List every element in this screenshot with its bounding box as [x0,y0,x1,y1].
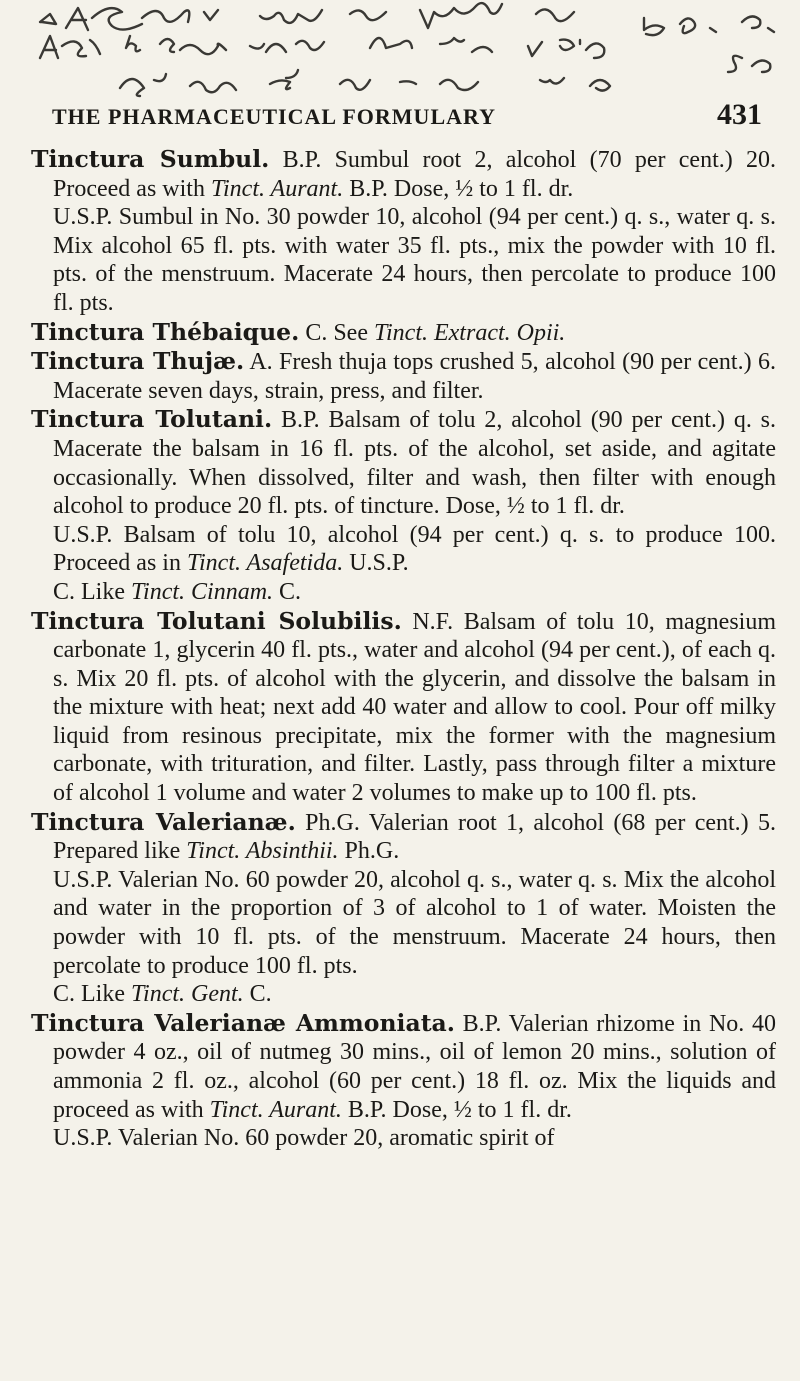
entry-heading: Tinctura Tolutani Solubilis. [31,606,402,635]
entry-subparagraph [31,866,776,980]
entry-text: C. See [305,319,374,346]
reference-title: Tinct. Extract. Opii. [373,319,566,346]
entry-heading: Tinctura Valerianæ Ammoniata. [31,1008,455,1037]
entry-paragraph [31,347,776,405]
entry-text: C. [243,981,272,1008]
entry-subparagraph [31,980,776,1009]
entry-text: B.P. Dose, ½ to 1 fl. dr. [343,175,574,202]
reference-title: Tinct. Absinthii. [186,838,339,865]
entry-text: C. Like [53,981,131,1008]
reference-title: Tinct. Aurant. [209,1096,342,1123]
reference-title: Tinct. Gent. [131,981,244,1008]
entry-paragraph [31,607,776,808]
page-header [42,98,762,138]
formula-entry [31,607,776,808]
entry-heading: Tinctura Valerianæ. [31,807,296,836]
entry-subparagraph [31,203,776,317]
formula-entry [31,1009,776,1153]
entry-subparagraph [31,1124,776,1153]
reference-title: Tinct. Asafetida. [186,550,344,577]
entry-paragraph [31,1009,776,1124]
handwritten-annotation [20,0,800,100]
formula-entry [31,405,776,606]
entry-text: U.S.P. Sumbul in No. 30 powder 10, alcohol (94 per cent.) q. s., water q. s. Mix alcohol 65 fl. pts. with water 35 fl. pts., mix the powder with 10 fl. pts. of the menstruum. Macerate 24 hours, then percolate to produce 100 fl. pts. [53,204,776,316]
formula-entry [31,318,776,348]
entry-heading: Tinctura Tolutani. [31,405,273,434]
formula-entry [31,808,776,1009]
entry-heading: Tinctura Thujæ. [31,347,245,376]
entry-paragraph [31,808,776,866]
formula-entry [31,347,776,405]
entry-heading: Tinctura Thébaique. [31,317,300,346]
reference-title: Tinct. Aurant. [210,175,344,202]
entry-subparagraph [31,578,776,607]
entry-text: Ph.G. [338,838,400,865]
entry-text: B.P. Valerian rhizome in No. 40 powder 4 oz., oil of nutmeg 30 mins., oil of lemon 20 mins., solution of ammonia 2 fl. oz., alcohol (60 per cent.) 18 fl. oz. Mix the liquids and proceed as with [53,1010,776,1123]
entry-text: N.F. Balsam of tolu 10, magnesium carbonate 1, glycerin 40 fl. pts., water and alcohol (94 per cent.), of each q. s. Mix 20 fl. pts. of alcohol with the glycerin, and dissolve the balsam in the mixture with heat; next add 40 water and allow to cool. Pour off milky liquid from resinous precipitate, mix the former with the magnesium carbonate, with trituration, and filter. Lastly, pass through filter a mixture of alcohol 1 volume and water 2 volumes to make up to 100 fl. pts. [53,608,776,807]
entry-text: Ph.G. Valerian root 1, alcohol (68 per cent.) 5. Prepared like [53,809,777,865]
entry-text: B.P. Dose, ½ to 1 fl. dr. [341,1096,572,1123]
entry-text: B.P. Sumbul root 2, alcohol (70 per cent.) 20. Proceed as with [53,147,777,202]
entry-text: U.S.P. Valerian No. 60 powder 20, alcohol q. s., water q. s. Mix the alcohol and water in the proportion of 3 of alcohol to 1 of water. Moisten the powder with 10 fl. pts. of the menstruum. Macerate 24 hours, then percolate to produce 100 fl. pts. [53,866,776,979]
entry-text: U.S.P. Balsam of tolu 10, alcohol (94 per cent.) q. s. to produce 100. Proceed as in [53,521,776,577]
entry-paragraph [31,405,776,520]
running-title: THE PHARMACEUTICAL FORMULARY [52,104,497,129]
entry-heading: Tinctura Sumbul. [31,145,270,173]
entry-text: U.S.P. [343,550,409,577]
entry-text: B.P. Balsam of tolu 2, alcohol (90 per cent.) q. s. Macerate the balsam in 16 fl. pts. of the alcohol, set aside, and agitate occasionally. When dissolved, filter and wash, then filter with enough alcohol to produce 20 fl. pts. of tincture. Dose, ½ to 1 fl. dr. [53,407,777,520]
entry-paragraph [31,145,776,203]
formulary-text [31,145,776,1153]
entry-text: C. [273,578,302,605]
page-number: 431 [717,98,762,131]
entry-paragraph [31,318,776,348]
formula-entry [31,145,776,318]
entry-text: U.S.P. Valerian No. 60 powder 20, aromatic spirit of [53,1125,555,1152]
entry-text: C. Like [53,578,131,605]
reference-title: Tinct. Cinnam. [131,578,274,605]
entry-subparagraph [31,521,776,578]
entry-text: A. Fresh thuja tops crushed 5, alcohol (90 per cent.) 6. Macerate seven days, strain, press, and filter. [53,349,776,404]
